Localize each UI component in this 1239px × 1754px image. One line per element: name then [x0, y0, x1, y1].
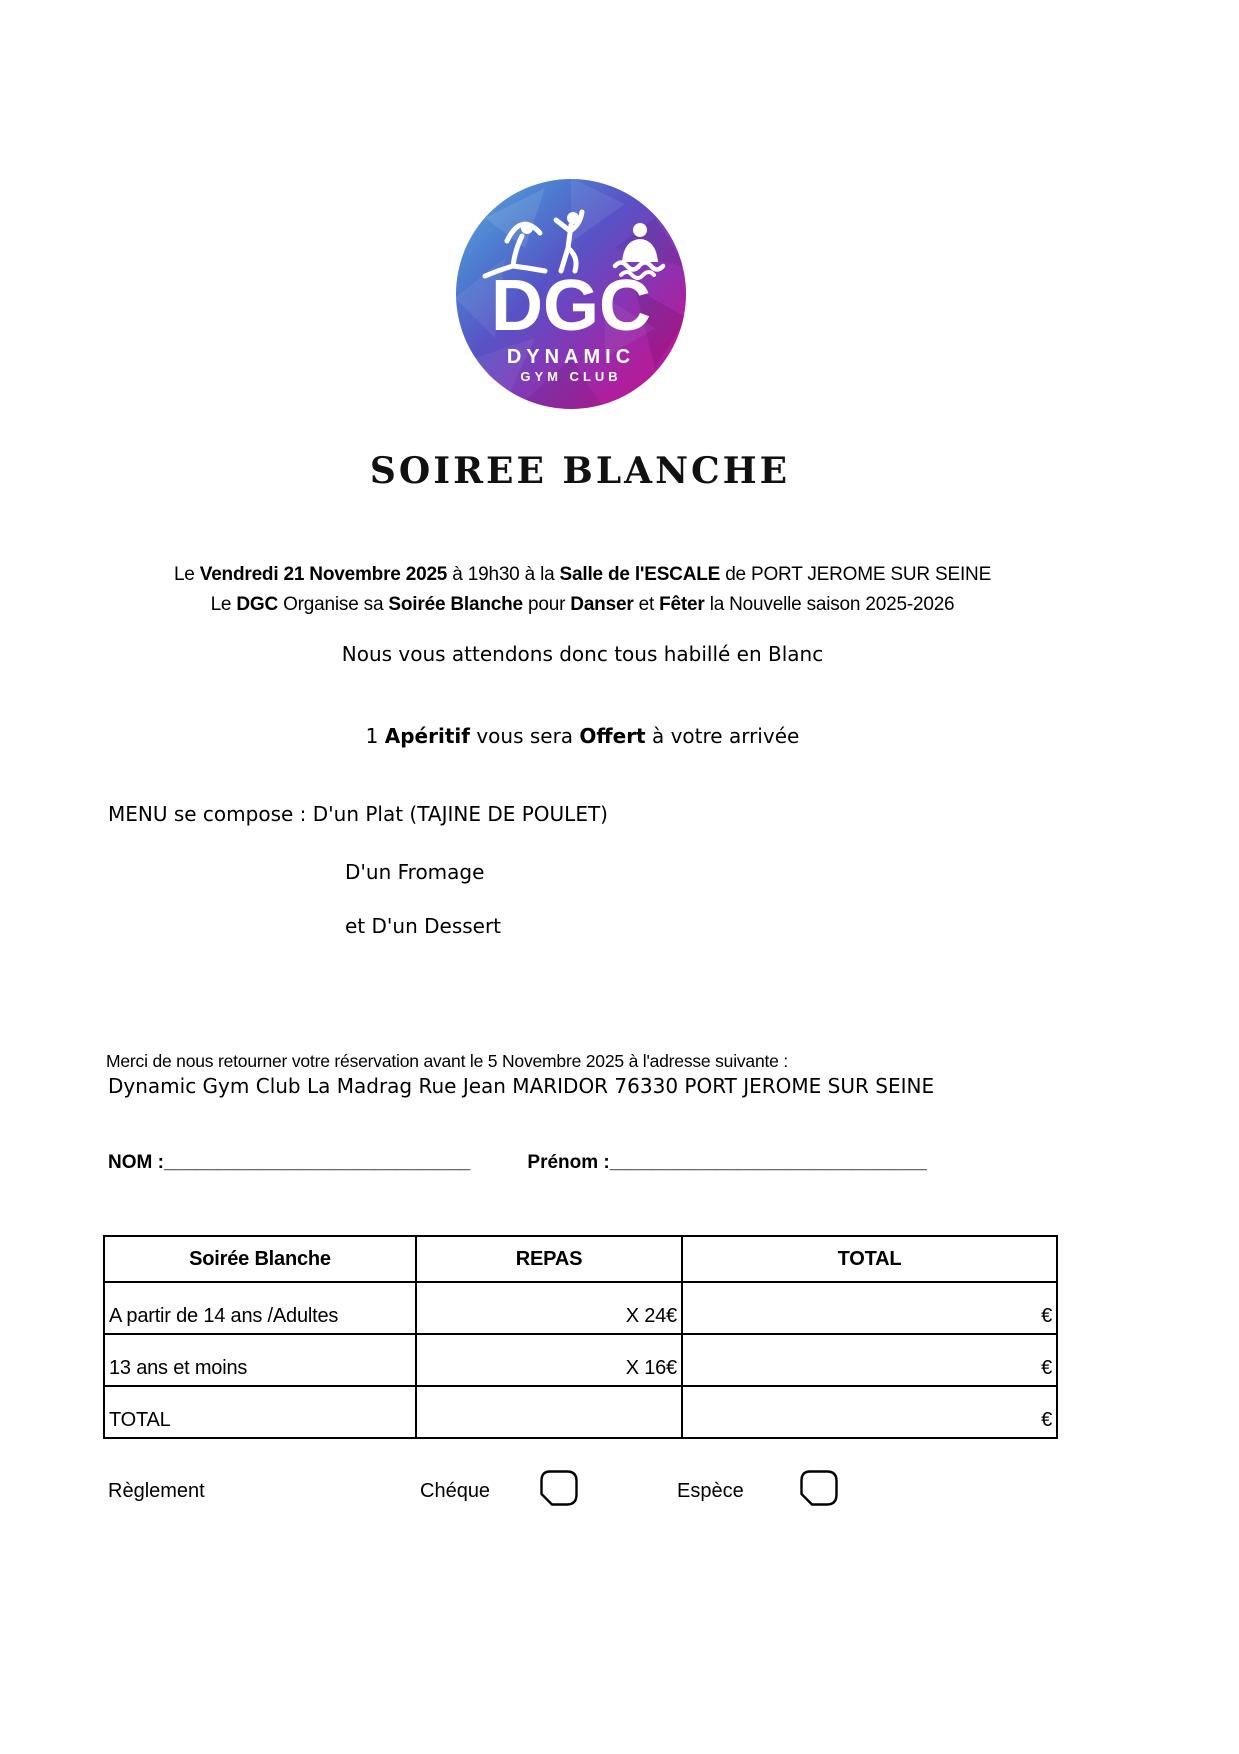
espece-label: Espèce	[677, 1480, 744, 1502]
intro-paragraph	[0, 560, 1165, 620]
row-children-label: 13 ans et moins	[104, 1334, 416, 1386]
prenom-label: Prénom :	[527, 1152, 610, 1173]
intro-text: pour	[522, 594, 571, 615]
pricing-table	[103, 1235, 1058, 1439]
row-adults-label: A partir de 14 ans /Adultes	[104, 1282, 416, 1334]
intro-text: Le	[173, 564, 200, 585]
aperitif-text: à votre arrivée	[645, 724, 800, 748]
logo-subtitle2: GYM CLUB	[520, 369, 622, 384]
event-title: SOIREE BLANCHE	[369, 450, 791, 492]
espece-checkbox	[800, 1470, 838, 1511]
aperitif-text: vous sera	[469, 724, 580, 748]
row-children-price: X 16€	[416, 1334, 682, 1386]
aperitif-line	[0, 724, 1165, 748]
menu-line-fromage: D'un Fromage	[345, 860, 485, 884]
intro-line-2	[0, 590, 1165, 620]
name-row	[108, 1152, 927, 1174]
table-row	[104, 1386, 1057, 1438]
table-row	[104, 1282, 1057, 1334]
intro-line-1	[0, 560, 1165, 590]
header-soiree-blanche: Soirée Blanche	[104, 1236, 416, 1282]
logo-subtitle: DYNAMIC	[506, 346, 636, 368]
aperitif-text: 1	[365, 724, 385, 748]
season-text: la Nouvelle saison 2025-2026	[704, 594, 955, 615]
nom-label: NOM :	[108, 1152, 164, 1173]
club-acronym: DGC	[236, 594, 279, 615]
intro-text: à 19h30 à la	[447, 564, 560, 585]
cheque-label: Chéque	[420, 1480, 491, 1502]
row-adults-total: €	[682, 1282, 1057, 1334]
row-adults-price: X 24€	[416, 1282, 682, 1334]
menu-line-plat: MENU se compose : D'un Plat (TAJINE DE POULET)	[108, 802, 608, 826]
header-repas: REPAS	[416, 1236, 682, 1282]
dress-code-line: Nous vous attendons donc tous habillé en Blanc	[341, 642, 824, 666]
cheque-checkbox	[540, 1470, 578, 1511]
prenom-fill-line: ______________________________	[609, 1152, 927, 1173]
menu-line-dessert: et D'un Dessert	[345, 914, 502, 938]
logo-acronym: DGC	[491, 266, 651, 346]
intro-text: et	[633, 594, 660, 615]
intro-text: Le	[210, 594, 237, 615]
intro-bold: Fêter	[659, 594, 705, 615]
row-total-price	[416, 1386, 682, 1438]
aperitif-bold: Apéritif	[384, 724, 470, 748]
payment-label: Règlement	[108, 1480, 205, 1502]
nom-fill-line: _____________________________	[163, 1152, 471, 1173]
event-date: Vendredi 21 Novembre 2025	[199, 564, 448, 585]
row-total-label: TOTAL	[104, 1386, 416, 1438]
dgc-logo-graphic	[455, 178, 687, 410]
intro-bold: Danser	[570, 594, 634, 615]
intro-text: Organise sa	[278, 594, 389, 615]
row-total-total: €	[682, 1386, 1057, 1438]
header-total: TOTAL	[682, 1236, 1057, 1282]
venue-city: de PORT JEROME SUR SEINE	[720, 564, 992, 585]
club-address: Dynamic Gym Club La Madrag Rue Jean MARIDOR 76330 PORT JEROME SUR SEINE	[108, 1074, 935, 1098]
row-children-total: €	[682, 1334, 1057, 1386]
venue-name: Salle de l'ESCALE	[559, 564, 721, 585]
aperitif-bold: Offert	[579, 724, 646, 748]
event-name: Soirée Blanche	[388, 594, 523, 615]
table-header-row	[104, 1236, 1057, 1282]
table-row	[104, 1334, 1057, 1386]
dgc-logo	[455, 178, 687, 410]
reservation-notice: Merci de nous retourner votre réservation avant le 5 Novembre 2025 à l'adresse suivante :	[106, 1051, 789, 1071]
